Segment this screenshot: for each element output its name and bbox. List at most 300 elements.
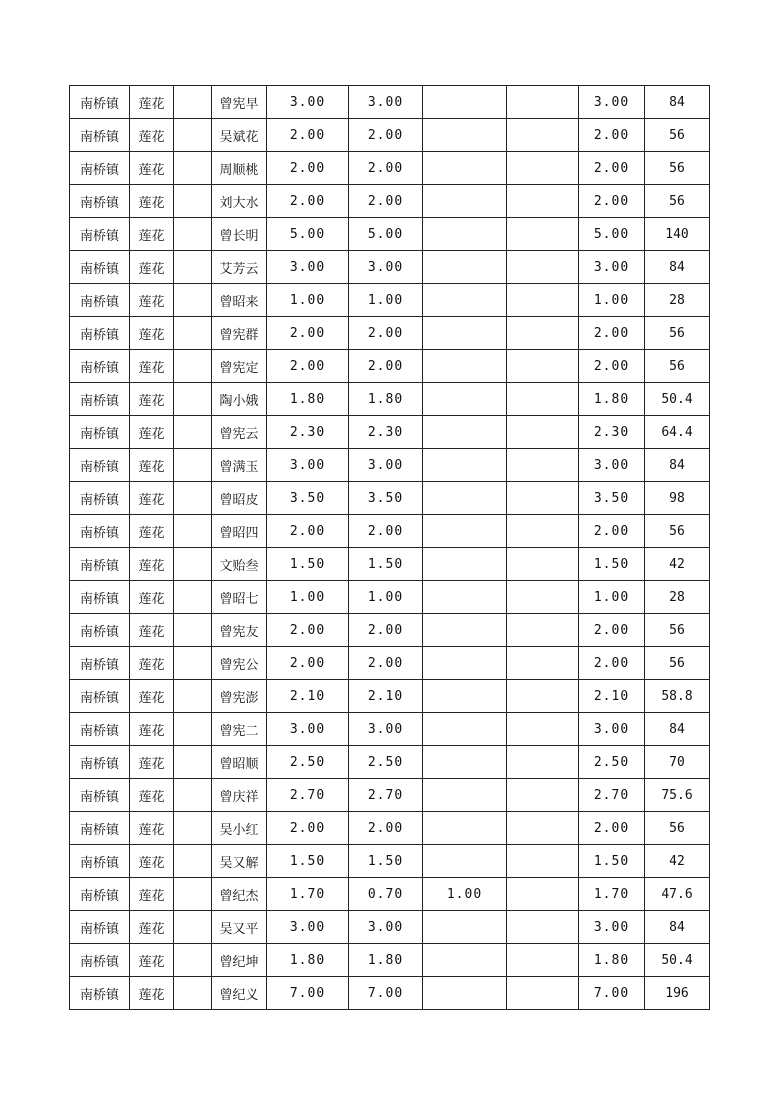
area-cell: 2.00 [267, 647, 349, 680]
area-b-cell [423, 218, 507, 251]
area-cell: 3.00 [267, 86, 349, 119]
name-cell: 曾宪定 [212, 350, 267, 383]
table-row [70, 218, 710, 251]
area-total-cell: 2.00 [579, 185, 645, 218]
amount-cell: 140 [645, 218, 710, 251]
area-a-cell: 2.00 [349, 350, 423, 383]
area-cell: 1.80 [267, 944, 349, 977]
area-a-cell: 2.00 [349, 119, 423, 152]
amount-cell: 28 [645, 284, 710, 317]
area-b-cell [423, 515, 507, 548]
table-row [70, 581, 710, 614]
village-cell: 莲花 [130, 119, 174, 152]
area-c-cell [507, 911, 579, 944]
area-total-cell: 1.00 [579, 581, 645, 614]
amount-cell: 42 [645, 548, 710, 581]
area-a-cell: 1.50 [349, 845, 423, 878]
amount-cell: 28 [645, 581, 710, 614]
area-cell: 2.00 [267, 317, 349, 350]
area-cell: 2.30 [267, 416, 349, 449]
area-total-cell: 7.00 [579, 977, 645, 1010]
group-cell [174, 878, 212, 911]
town-cell: 南桥镇 [70, 977, 130, 1010]
area-b-cell [423, 779, 507, 812]
group-cell [174, 746, 212, 779]
amount-cell: 84 [645, 713, 710, 746]
area-c-cell [507, 746, 579, 779]
area-c-cell [507, 119, 579, 152]
village-cell: 莲花 [130, 977, 174, 1010]
area-b-cell [423, 647, 507, 680]
area-b-cell [423, 383, 507, 416]
area-c-cell [507, 515, 579, 548]
group-cell [174, 713, 212, 746]
area-cell: 5.00 [267, 218, 349, 251]
name-cell: 曾昭来 [212, 284, 267, 317]
amount-cell: 56 [645, 812, 710, 845]
amount-cell: 98 [645, 482, 710, 515]
village-cell: 莲花 [130, 581, 174, 614]
area-total-cell: 5.00 [579, 218, 645, 251]
town-cell: 南桥镇 [70, 647, 130, 680]
town-cell: 南桥镇 [70, 680, 130, 713]
table-body [70, 86, 710, 1010]
name-cell: 曾昭顺 [212, 746, 267, 779]
group-cell [174, 317, 212, 350]
area-a-cell: 2.00 [349, 515, 423, 548]
town-cell: 南桥镇 [70, 449, 130, 482]
area-total-cell: 2.50 [579, 746, 645, 779]
area-cell: 3.00 [267, 449, 349, 482]
village-cell: 莲花 [130, 713, 174, 746]
village-cell: 莲花 [130, 185, 174, 218]
group-cell [174, 416, 212, 449]
name-cell: 吴斌花 [212, 119, 267, 152]
area-cell: 2.10 [267, 680, 349, 713]
area-total-cell: 2.00 [579, 152, 645, 185]
village-cell: 莲花 [130, 482, 174, 515]
area-total-cell: 2.00 [579, 317, 645, 350]
area-c-cell [507, 317, 579, 350]
area-cell: 2.00 [267, 614, 349, 647]
area-b-cell [423, 680, 507, 713]
town-cell: 南桥镇 [70, 350, 130, 383]
group-cell [174, 845, 212, 878]
table-row [70, 548, 710, 581]
area-total-cell: 2.00 [579, 812, 645, 845]
amount-cell: 75.6 [645, 779, 710, 812]
subsidy-table [69, 85, 710, 1010]
area-c-cell [507, 977, 579, 1010]
village-cell: 莲花 [130, 944, 174, 977]
group-cell [174, 548, 212, 581]
town-cell: 南桥镇 [70, 515, 130, 548]
group-cell [174, 119, 212, 152]
group-cell [174, 944, 212, 977]
group-cell [174, 449, 212, 482]
area-c-cell [507, 251, 579, 284]
town-cell: 南桥镇 [70, 614, 130, 647]
area-c-cell [507, 482, 579, 515]
area-total-cell: 1.50 [579, 845, 645, 878]
table-row [70, 812, 710, 845]
area-total-cell: 2.30 [579, 416, 645, 449]
area-b-cell [423, 944, 507, 977]
table-row [70, 515, 710, 548]
town-cell: 南桥镇 [70, 845, 130, 878]
area-c-cell [507, 548, 579, 581]
area-a-cell: 1.80 [349, 383, 423, 416]
town-cell: 南桥镇 [70, 581, 130, 614]
area-cell: 1.00 [267, 284, 349, 317]
amount-cell: 84 [645, 251, 710, 284]
area-c-cell [507, 614, 579, 647]
table-row [70, 680, 710, 713]
amount-cell: 84 [645, 911, 710, 944]
area-a-cell: 1.00 [349, 284, 423, 317]
area-a-cell: 5.00 [349, 218, 423, 251]
name-cell: 曾纪义 [212, 977, 267, 1010]
town-cell: 南桥镇 [70, 317, 130, 350]
village-cell: 莲花 [130, 548, 174, 581]
area-cell: 3.00 [267, 251, 349, 284]
village-cell: 莲花 [130, 449, 174, 482]
area-c-cell [507, 86, 579, 119]
town-cell: 南桥镇 [70, 944, 130, 977]
group-cell [174, 515, 212, 548]
group-cell [174, 581, 212, 614]
area-cell: 2.00 [267, 515, 349, 548]
area-b-cell: 1.00 [423, 878, 507, 911]
group-cell [174, 977, 212, 1010]
area-total-cell: 1.50 [579, 548, 645, 581]
area-a-cell: 2.00 [349, 185, 423, 218]
table-row [70, 878, 710, 911]
amount-cell: 50.4 [645, 944, 710, 977]
area-a-cell: 7.00 [349, 977, 423, 1010]
area-total-cell: 2.00 [579, 350, 645, 383]
amount-cell: 56 [645, 614, 710, 647]
area-c-cell [507, 944, 579, 977]
table-row [70, 251, 710, 284]
name-cell: 刘大水 [212, 185, 267, 218]
table-row [70, 284, 710, 317]
area-a-cell: 2.00 [349, 812, 423, 845]
area-b-cell [423, 449, 507, 482]
area-a-cell: 1.50 [349, 548, 423, 581]
area-cell: 2.00 [267, 812, 349, 845]
name-cell: 曾昭四 [212, 515, 267, 548]
name-cell: 曾宪群 [212, 317, 267, 350]
area-cell: 3.50 [267, 482, 349, 515]
area-c-cell [507, 812, 579, 845]
area-cell: 1.50 [267, 548, 349, 581]
village-cell: 莲花 [130, 515, 174, 548]
area-c-cell [507, 845, 579, 878]
town-cell: 南桥镇 [70, 251, 130, 284]
name-cell: 曾昭七 [212, 581, 267, 614]
area-b-cell [423, 713, 507, 746]
amount-cell: 70 [645, 746, 710, 779]
area-a-cell: 1.00 [349, 581, 423, 614]
village-cell: 莲花 [130, 812, 174, 845]
amount-cell: 56 [645, 185, 710, 218]
village-cell: 莲花 [130, 350, 174, 383]
name-cell: 陶小娥 [212, 383, 267, 416]
table-row [70, 977, 710, 1010]
area-total-cell: 3.00 [579, 86, 645, 119]
area-b-cell [423, 185, 507, 218]
area-a-cell: 2.00 [349, 647, 423, 680]
group-cell [174, 350, 212, 383]
area-a-cell: 2.70 [349, 779, 423, 812]
table-row [70, 614, 710, 647]
area-a-cell: 3.00 [349, 251, 423, 284]
village-cell: 莲花 [130, 878, 174, 911]
area-c-cell [507, 152, 579, 185]
name-cell: 曾宪友 [212, 614, 267, 647]
name-cell: 吴又平 [212, 911, 267, 944]
table-row [70, 845, 710, 878]
area-a-cell: 2.00 [349, 152, 423, 185]
amount-cell: 42 [645, 845, 710, 878]
amount-cell: 56 [645, 152, 710, 185]
town-cell: 南桥镇 [70, 812, 130, 845]
area-cell: 1.80 [267, 383, 349, 416]
town-cell: 南桥镇 [70, 119, 130, 152]
village-cell: 莲花 [130, 911, 174, 944]
area-a-cell: 3.00 [349, 911, 423, 944]
amount-cell: 64.4 [645, 416, 710, 449]
area-b-cell [423, 284, 507, 317]
village-cell: 莲花 [130, 416, 174, 449]
village-cell: 莲花 [130, 152, 174, 185]
area-c-cell [507, 647, 579, 680]
area-total-cell: 2.00 [579, 647, 645, 680]
group-cell [174, 185, 212, 218]
village-cell: 莲花 [130, 218, 174, 251]
town-cell: 南桥镇 [70, 284, 130, 317]
area-b-cell [423, 119, 507, 152]
area-a-cell: 2.00 [349, 614, 423, 647]
name-cell: 曾宪澎 [212, 680, 267, 713]
table-row [70, 449, 710, 482]
name-cell: 曾宪早 [212, 86, 267, 119]
area-c-cell [507, 416, 579, 449]
area-total-cell: 2.00 [579, 614, 645, 647]
table-row [70, 119, 710, 152]
area-total-cell: 3.00 [579, 449, 645, 482]
group-cell [174, 284, 212, 317]
group-cell [174, 647, 212, 680]
area-b-cell [423, 548, 507, 581]
area-total-cell: 3.00 [579, 911, 645, 944]
amount-cell: 56 [645, 350, 710, 383]
area-a-cell: 3.50 [349, 482, 423, 515]
amount-cell: 56 [645, 515, 710, 548]
area-a-cell: 2.30 [349, 416, 423, 449]
area-c-cell [507, 284, 579, 317]
table-row [70, 779, 710, 812]
village-cell: 莲花 [130, 647, 174, 680]
area-cell: 2.70 [267, 779, 349, 812]
area-total-cell: 2.70 [579, 779, 645, 812]
area-b-cell [423, 812, 507, 845]
table-row [70, 317, 710, 350]
village-cell: 莲花 [130, 845, 174, 878]
group-cell [174, 482, 212, 515]
name-cell: 文贻叁 [212, 548, 267, 581]
group-cell [174, 383, 212, 416]
name-cell: 曾宪二 [212, 713, 267, 746]
town-cell: 南桥镇 [70, 746, 130, 779]
area-b-cell [423, 581, 507, 614]
area-b-cell [423, 482, 507, 515]
area-total-cell: 1.80 [579, 944, 645, 977]
amount-cell: 84 [645, 449, 710, 482]
area-cell: 3.00 [267, 911, 349, 944]
area-total-cell: 1.00 [579, 284, 645, 317]
name-cell: 吴小红 [212, 812, 267, 845]
area-cell: 2.00 [267, 152, 349, 185]
table-row [70, 944, 710, 977]
table-row [70, 482, 710, 515]
village-cell: 莲花 [130, 284, 174, 317]
area-total-cell: 1.70 [579, 878, 645, 911]
area-total-cell: 2.10 [579, 680, 645, 713]
table-row [70, 911, 710, 944]
name-cell: 艾芳云 [212, 251, 267, 284]
amount-cell: 56 [645, 647, 710, 680]
area-total-cell: 1.80 [579, 383, 645, 416]
name-cell: 曾满玉 [212, 449, 267, 482]
area-c-cell [507, 185, 579, 218]
village-cell: 莲花 [130, 680, 174, 713]
amount-cell: 50.4 [645, 383, 710, 416]
area-c-cell [507, 680, 579, 713]
amount-cell: 196 [645, 977, 710, 1010]
area-c-cell [507, 779, 579, 812]
name-cell: 曾纪杰 [212, 878, 267, 911]
town-cell: 南桥镇 [70, 185, 130, 218]
village-cell: 莲花 [130, 251, 174, 284]
area-cell: 3.00 [267, 713, 349, 746]
table-row [70, 647, 710, 680]
area-cell: 7.00 [267, 977, 349, 1010]
group-cell [174, 614, 212, 647]
group-cell [174, 911, 212, 944]
table-row [70, 746, 710, 779]
area-cell: 2.00 [267, 119, 349, 152]
name-cell: 曾庆祥 [212, 779, 267, 812]
town-cell: 南桥镇 [70, 548, 130, 581]
area-cell: 2.00 [267, 350, 349, 383]
area-total-cell: 3.50 [579, 482, 645, 515]
area-cell: 2.50 [267, 746, 349, 779]
town-cell: 南桥镇 [70, 482, 130, 515]
area-a-cell: 2.10 [349, 680, 423, 713]
name-cell: 周顺桃 [212, 152, 267, 185]
area-a-cell: 2.50 [349, 746, 423, 779]
table-row [70, 152, 710, 185]
town-cell: 南桥镇 [70, 152, 130, 185]
area-cell: 1.50 [267, 845, 349, 878]
village-cell: 莲花 [130, 383, 174, 416]
area-b-cell [423, 977, 507, 1010]
area-cell: 1.00 [267, 581, 349, 614]
group-cell [174, 779, 212, 812]
area-b-cell [423, 614, 507, 647]
village-cell: 莲花 [130, 86, 174, 119]
area-total-cell: 3.00 [579, 251, 645, 284]
town-cell: 南桥镇 [70, 383, 130, 416]
village-cell: 莲花 [130, 614, 174, 647]
area-b-cell [423, 746, 507, 779]
area-b-cell [423, 845, 507, 878]
area-b-cell [423, 251, 507, 284]
table-row [70, 350, 710, 383]
area-total-cell: 2.00 [579, 515, 645, 548]
area-c-cell [507, 713, 579, 746]
area-c-cell [507, 218, 579, 251]
amount-cell: 84 [645, 86, 710, 119]
name-cell: 曾宪云 [212, 416, 267, 449]
area-b-cell [423, 416, 507, 449]
table-row [70, 383, 710, 416]
group-cell [174, 251, 212, 284]
group-cell [174, 218, 212, 251]
group-cell [174, 680, 212, 713]
table-row [70, 185, 710, 218]
amount-cell: 58.8 [645, 680, 710, 713]
village-cell: 莲花 [130, 779, 174, 812]
amount-cell: 47.6 [645, 878, 710, 911]
area-c-cell [507, 350, 579, 383]
town-cell: 南桥镇 [70, 86, 130, 119]
name-cell: 曾纪坤 [212, 944, 267, 977]
village-cell: 莲花 [130, 746, 174, 779]
village-cell: 莲花 [130, 317, 174, 350]
amount-cell: 56 [645, 119, 710, 152]
name-cell: 曾宪公 [212, 647, 267, 680]
group-cell [174, 86, 212, 119]
area-c-cell [507, 383, 579, 416]
area-cell: 2.00 [267, 185, 349, 218]
group-cell [174, 152, 212, 185]
town-cell: 南桥镇 [70, 911, 130, 944]
amount-cell: 56 [645, 317, 710, 350]
area-b-cell [423, 911, 507, 944]
area-b-cell [423, 86, 507, 119]
group-cell [174, 812, 212, 845]
area-total-cell: 3.00 [579, 713, 645, 746]
area-a-cell: 3.00 [349, 449, 423, 482]
town-cell: 南桥镇 [70, 218, 130, 251]
name-cell: 曾长明 [212, 218, 267, 251]
area-a-cell: 2.00 [349, 317, 423, 350]
table-row [70, 416, 710, 449]
town-cell: 南桥镇 [70, 779, 130, 812]
area-c-cell [507, 878, 579, 911]
town-cell: 南桥镇 [70, 416, 130, 449]
area-c-cell [507, 581, 579, 614]
area-total-cell: 2.00 [579, 119, 645, 152]
area-a-cell: 3.00 [349, 86, 423, 119]
area-b-cell [423, 350, 507, 383]
name-cell: 曾昭皮 [212, 482, 267, 515]
area-a-cell: 0.70 [349, 878, 423, 911]
table-row [70, 86, 710, 119]
